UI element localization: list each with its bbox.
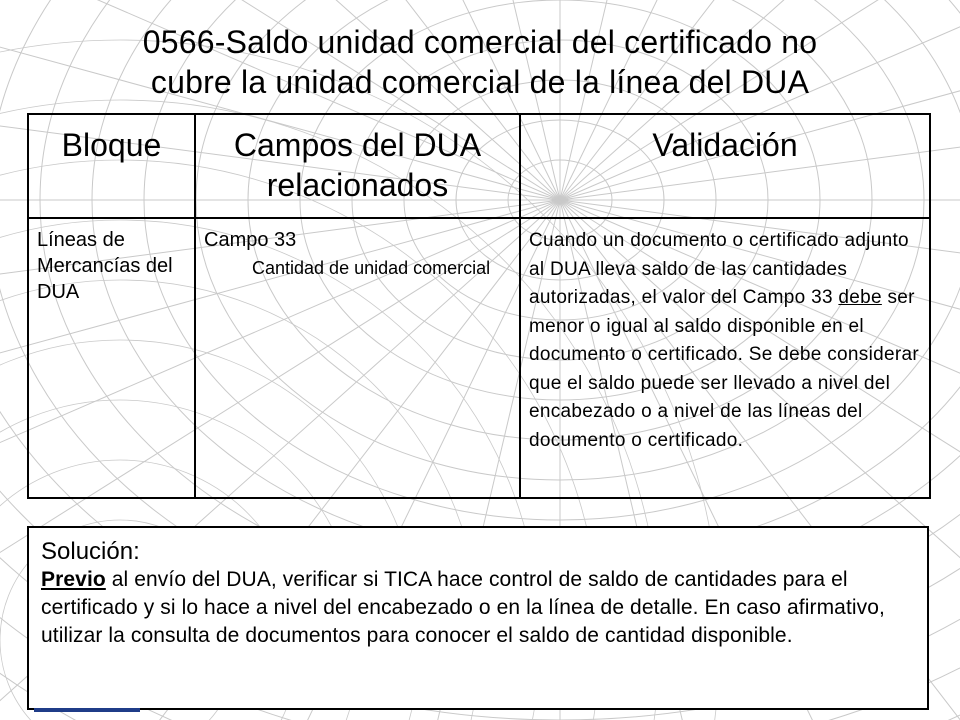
cell-validacion [520, 218, 930, 498]
solution-box [27, 526, 929, 710]
header-validacion: Validación [520, 114, 930, 218]
cell-bloque [28, 218, 195, 498]
validacion-emphasis: debe [838, 287, 882, 308]
validacion-text-2: ser menor o igual al saldo disponible en el documento o certificado. Se debe considerar que el saldo puede ser llevado a nivel del encabezado o a nivel de las líneas del documento o certificado. [529, 287, 919, 451]
campo-subtext: Cantidad de unidad comercial [252, 258, 491, 278]
title-line-1: 0566-Saldo unidad comercial del certificado no [142, 24, 818, 60]
solution-body: al envío del DUA, verificar si TICA hace control de saldo de cantidades para el certificado y si lo hace a nivel del encabezado o en la línea de detalle. En caso afirmativo, utilizar la consulta de documentos para conocer el saldo de cantidad disponible. [41, 568, 885, 647]
header-bloque: Bloque [28, 114, 195, 218]
slide-title [40, 22, 920, 102]
solution-emphasis: Previo [41, 568, 106, 591]
header-campos: Campos del DUA relacionados [195, 114, 520, 218]
campo-text: Campo 33 [204, 229, 297, 251]
bloque-text: Líneas de Mercancías del DUA [37, 229, 173, 303]
cell-campos [195, 218, 520, 498]
table-row [28, 218, 930, 498]
accent-bar [34, 708, 140, 712]
validacion-text-1: Cuando un documento o certificado adjunto al DUA lleva saldo de las cantidades autorizadas, el valor del Campo 33 [529, 230, 909, 308]
table-header-row [28, 114, 930, 218]
validation-table [27, 113, 931, 499]
solution-text [41, 566, 915, 650]
title-line-2: cubre la unidad comercial de la línea del DUA [150, 64, 810, 100]
solution-title: Solución: [41, 538, 140, 565]
